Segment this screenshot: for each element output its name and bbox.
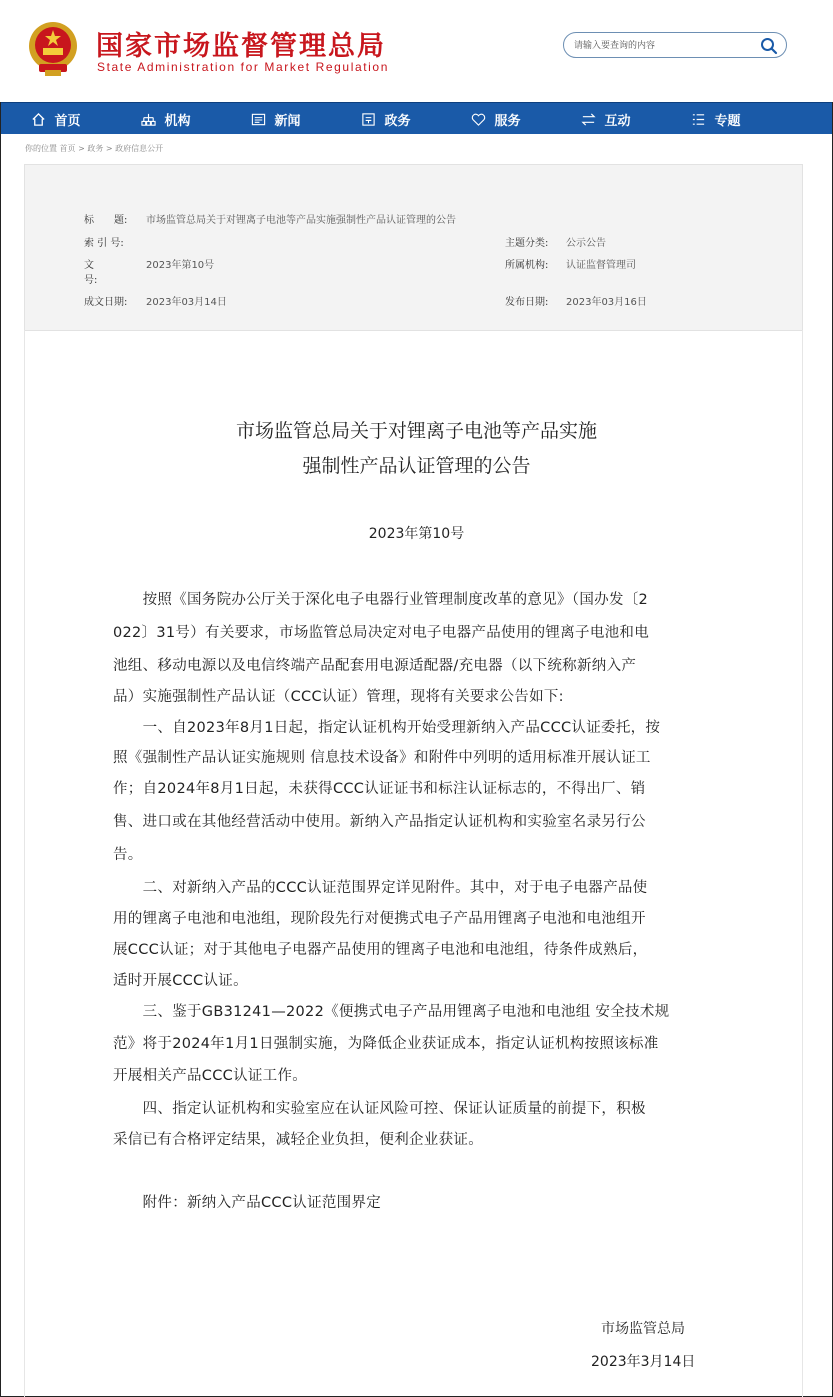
list-icon xyxy=(691,112,706,127)
body-line: 四、指定认证机构和实验室应在认证风险可控、保证认证质量的前提下，积极 xyxy=(113,1101,646,1117)
nav-news[interactable] xyxy=(221,103,331,135)
article-title-line-2: 强制性产品认证管理的公告 xyxy=(302,455,531,477)
meta-title-label: 标 题: xyxy=(84,215,128,226)
main-nav xyxy=(1,102,832,134)
search-box xyxy=(563,32,787,58)
org-icon xyxy=(141,112,156,127)
article-doc-number: 2023年第10号 xyxy=(368,526,465,542)
body-line: 范》将于2024年1月1日强制实施，为降低企业获证成本，指定认证机构按照该标准 xyxy=(113,1036,659,1052)
site-subtitle: State Administration for Market Regulation xyxy=(97,60,389,74)
meta-pub-value: 2023年03月16日 xyxy=(566,297,647,308)
site-header xyxy=(0,0,833,102)
nav-service[interactable] xyxy=(441,103,551,135)
body-line: 照《强制性产品认证实施规则 信息技术设备》和附件中列明的适用标准开展认证工 xyxy=(113,750,651,766)
body-line: 告。 xyxy=(113,847,143,863)
body-line: 池组、移动电源以及电信终端产品配套用电源适配器/充电器（以下统称新纳入产 xyxy=(113,658,637,674)
nav-label: 互动 xyxy=(604,113,631,129)
nav-gov[interactable] xyxy=(331,103,441,135)
search-input[interactable] xyxy=(574,37,754,54)
meta-title-value: 市场监管总局关于对锂离子电池等产品实施强制性产品认证管理的公告 xyxy=(146,215,456,226)
article-title-line-1: 市场监管总局关于对锂离子电池等产品实施 xyxy=(235,420,597,442)
body-line: 适时开展CCC认证。 xyxy=(113,973,248,989)
gov-icon xyxy=(361,112,376,127)
document-meta xyxy=(24,164,803,331)
body-line: 一、自2023年8月1日起，指定认证机构开始受理新纳入产品CCC认证委托，按 xyxy=(113,720,661,736)
body-line: 采信已有合格评定结果，减轻企业负担，便利企业获证。 xyxy=(113,1132,483,1148)
swap-icon xyxy=(581,112,596,127)
nav-label: 新闻 xyxy=(274,113,301,129)
meta-org-label: 所属机构: xyxy=(505,260,549,271)
nav-label: 服务 xyxy=(494,113,521,129)
meta-date-label: 成文日期: xyxy=(84,297,128,308)
signer: 市场监管总局 xyxy=(601,1321,685,1337)
body-line: 开展相关产品CCC认证工作。 xyxy=(113,1068,308,1084)
national-emblem-icon[interactable] xyxy=(27,20,79,78)
meta-topic-value: 公示公告 xyxy=(566,238,606,249)
heart-icon xyxy=(471,112,486,127)
body-line: 展CCC认证；对于其他电子电器产品使用的锂离子电池和电池组，待条件成熟后， xyxy=(113,942,648,958)
body-line: 三、鉴于GB31241—2022《便携式电子产品用锂离子电池和电池组 安全技术规 xyxy=(113,1004,670,1020)
meta-date-value: 2023年03月14日 xyxy=(146,297,227,308)
breadcrumb[interactable]: 你的位置 首页 > 政务 > 政府信息公开 xyxy=(25,144,164,153)
nav-org[interactable] xyxy=(111,103,221,135)
nav-interact[interactable] xyxy=(551,103,661,135)
nav-label: 首页 xyxy=(54,113,81,129)
body-line: 品）实施强制性产品认证（CCC认证）管理，现将有关要求公告如下: xyxy=(113,689,564,705)
meta-docno-value: 2023年第10号 xyxy=(146,260,215,271)
nav-label: 政务 xyxy=(384,113,411,129)
nav-topics[interactable] xyxy=(661,103,771,135)
attachment-link[interactable]: 附件：新纳入产品CCC认证范围界定 xyxy=(113,1195,382,1211)
meta-org-value: 认证监督管理司 xyxy=(566,260,636,271)
nav-label: 专题 xyxy=(714,113,741,129)
nav-home[interactable] xyxy=(1,103,111,135)
body-line: 按照《国务院办公厅关于深化电子电器行业管理制度改革的意见》（国办发〔2 xyxy=(113,592,649,608)
nav-label: 机构 xyxy=(164,113,191,129)
body-line: 二、对新纳入产品的CCC认证范围界定详见附件。其中，对于电子电器产品使 xyxy=(113,880,648,896)
meta-index-label: 索 引 号: xyxy=(84,238,124,249)
meta-docno-label-2: 号: xyxy=(84,275,98,286)
body-line: 用的锂离子电池和电池组，现阶段先行对便携式电子产品用锂离子电池和电池组开 xyxy=(113,911,646,927)
search-icon[interactable] xyxy=(760,37,778,55)
meta-pub-label: 发布日期: xyxy=(505,297,549,308)
sign-date: 2023年3月14日 xyxy=(591,1354,696,1370)
home-icon xyxy=(31,112,46,127)
body-line: 作；自2024年8月1日起，未获得CCC认证证书和标注认证标志的，不得出厂、销 xyxy=(113,781,646,797)
body-line: 售、进口或在其他经营活动中使用。新纳入产品指定认证机构和实验室名录另行公 xyxy=(113,814,646,830)
meta-topic-label: 主题分类: xyxy=(505,238,549,249)
body-line: 022〕31号）有关要求，市场监管总局决定对电子电器产品使用的锂离子电池和电 xyxy=(113,625,650,641)
site-title[interactable]: 国家市场监督管理总局 xyxy=(96,31,386,62)
news-icon xyxy=(251,112,266,127)
meta-docno-label-1: 文 xyxy=(84,260,94,271)
